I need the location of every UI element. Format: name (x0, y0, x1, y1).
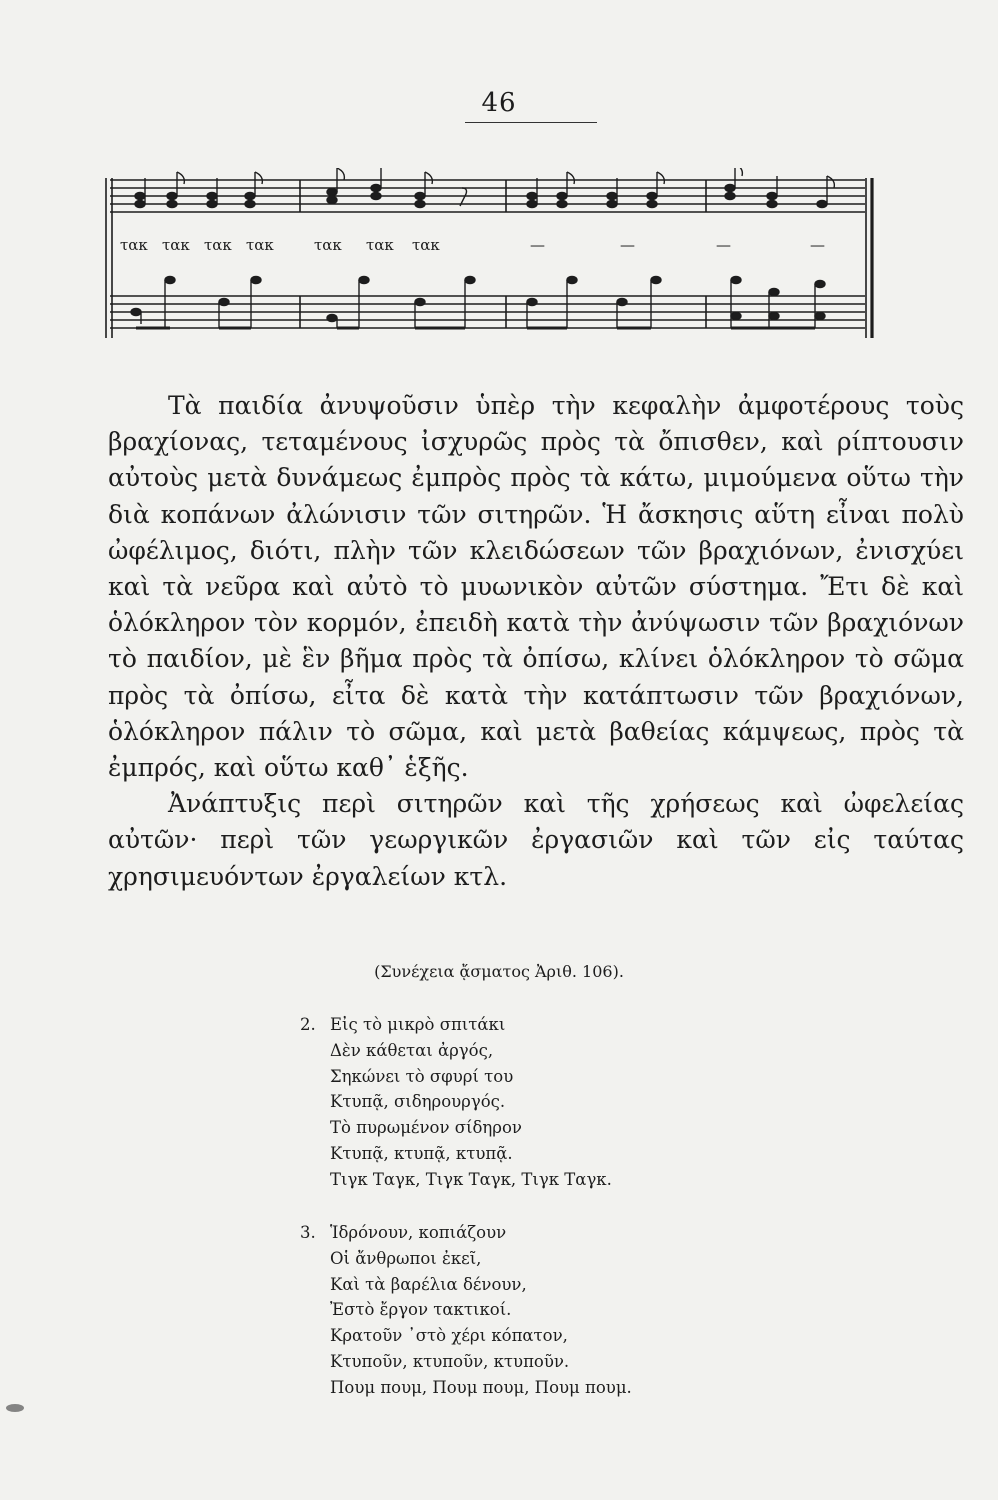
rest-mark: — (810, 236, 825, 254)
lyric-syllable: τακ (162, 236, 190, 254)
upper-staff (110, 180, 865, 212)
lyric-syllable: τακ (314, 236, 342, 254)
page-number: 46 (481, 88, 517, 118)
verse-line: Κρατοῦν ᾽στὸ χέρι κόπατον, (330, 1326, 568, 1346)
stanza (300, 1220, 632, 1401)
verse-line: Κτυποῦν, κτυποῦν, κτυποῦν. (330, 1351, 570, 1371)
lyric-syllable: τακ (204, 236, 232, 254)
stanza-number: 2. (300, 1015, 316, 1034)
lyric-syllable: τακ (120, 236, 148, 254)
verse-line: Ἐστὸ ἔργον τακτικοί. (330, 1300, 512, 1320)
lyric-syllable: τακ (412, 236, 440, 254)
verse-line: Τιγκ Ταγκ, Τιγκ Ταγκ, Τιγκ Ταγκ. (330, 1169, 612, 1189)
paragraph: Ἀνάπτυξις περὶ σιτηρῶν καὶ τῆς χρήσεως καὶ ὠφελείας αὐτῶν· περὶ τῶν γεωργικῶν ἐργασιῶν καὶ τῶν εἰς ταύτας χρησιμευόντων ἐργαλείων κτλ. (108, 789, 964, 891)
paragraph: Τὰ παιδία ἀνυψοῦσιν ὑπὲρ τὴν κεφαλὴν ἀμφοτέρους τοὺς βραχίονας, τεταμένους ἰσχυρῶς πρὸς τὰ ὄπισθεν, καὶ ρίπτουσιν αὐτοὺς μετὰ δυνάμεως ἐμπρὸς πρὸς τὰ κάτω, μιμούμενα οὕτω τὴν διὰ κοπάνων ἀλώνισιν τῶν σιτηρῶν. Ἡ ἄσκησις αὕτη εἶναι πολὺ ὠφέλιμος, διότι, πλὴν τῶν κλειδώσεων τῶν βραχιόνων, ἐνισχύει καὶ τὰ νεῦρα καὶ αὐτὸ τὸ μυωνικὸν αὐτῶν σύστημα. Ἔτι δὲ καὶ ὁλόκληρον τὸν κορμόν, ἐπειδὴ κατὰ τὴν ἀνύψωσιν τῶν βραχιόνων τὸ παιδίον, μὲ ἓν βῆμα πρὸς τὰ ὀπίσω, κλίνει ὁλόκληρον τὸ σῶμα πρὸς τὰ ὀπίσω, εἶτα δὲ κατὰ τὴν κατάπτωσιν τῶν βραχιόνων, ὁλόκληρον πάλιν τὸ σῶμα, καὶ μετὰ βαθείας κάμψεως, πρὸς τὰ ἐμπρός, καὶ οὕτω καθ᾽ ἑξῆς. (108, 391, 964, 783)
verse-line: Εἰς τὸ μικρὸ σπιτάκι (330, 1015, 506, 1034)
rest-mark: — (620, 236, 635, 254)
verse-line: Οἱ ἄνθρωποι ἐκεῖ, (330, 1248, 482, 1268)
verse-line: Ἱδρόνουν, κοπιάζουν (330, 1223, 507, 1242)
verse-line: Πουμ πουμ, Πουμ πουμ, Πουμ πουμ. (330, 1377, 632, 1397)
verse-line: Σηκώνει τὸ σφυρί του (330, 1066, 514, 1086)
verse-line: Καὶ τὰ βαρέλια δένουν, (330, 1274, 527, 1294)
lyric-syllable: τακ (246, 236, 274, 254)
lyric-syllable: τακ (366, 236, 394, 254)
page-number-rule (465, 122, 597, 123)
verse-line: Δὲν κάθεται ἀργός, (330, 1040, 494, 1060)
verse-line: Κτυπᾷ, σιδηρουργός. (330, 1092, 506, 1112)
stanza-number: 3. (300, 1223, 316, 1242)
body-text (108, 388, 964, 895)
music-score (100, 168, 880, 348)
lyric-syllables (120, 236, 825, 254)
verse-line: Τὸ πυρωμένον σίδηρον (330, 1118, 522, 1138)
verse-line: Κτυπᾷ, κτυπᾷ, κτυπᾷ. (330, 1143, 513, 1163)
barlines (106, 178, 872, 338)
song-caption: (Συνέχεια ᾄσματος Ἀριθ. 106). (374, 962, 624, 981)
stanza (300, 1012, 612, 1193)
ink-smudge (6, 1404, 24, 1412)
rest-mark: — (530, 236, 545, 254)
rest-mark: — (716, 236, 731, 254)
